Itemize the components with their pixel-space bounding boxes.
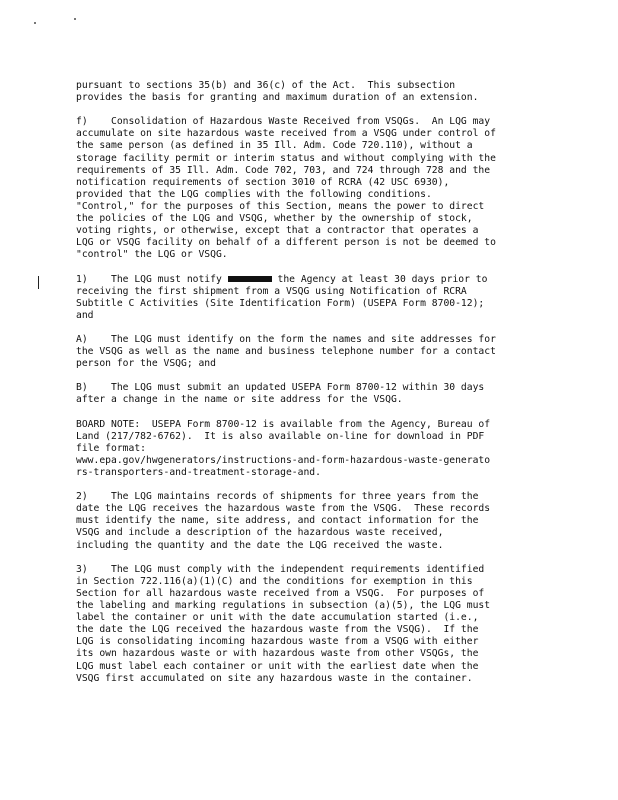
text-line: 3) The LQG must comply with the independent requirements identified [76, 563, 485, 575]
text-line: B) The LQG must submit an updated USEPA Form 8700-12 within 30 days [76, 382, 485, 394]
paragraph-gap [76, 479, 546, 491]
text-line: Land (217/782-6762). It is also available on-line for download in PDF [76, 430, 485, 442]
scan-speck [34, 22, 36, 24]
text-segment: the Agency at least 30 days prior to [271, 273, 488, 285]
text-line: the policies of the LQG and VSQG, whether by the ownership of stock, [76, 213, 473, 225]
text-line: provided that the LQG complies with the following conditions. [76, 188, 432, 200]
text-line: voting rights, or otherwise, except that a contractor that operates a [76, 225, 479, 237]
paragraph-gap [76, 104, 546, 116]
text-line: including the quantity and the date the LQG received the waste. [76, 539, 444, 551]
paragraph-gap [76, 370, 546, 382]
text-line: LQG must label each container or unit with the earliest date when the [76, 660, 479, 672]
text-line: 2) The LQG maintains records of shipments for three years from the [76, 491, 479, 503]
text-line: LQG or VSQG facility on behalf of a different person is not be deemed to [76, 237, 496, 249]
text-line: must identify the name, site address, and contact information for the [76, 515, 479, 527]
text-line: Subtitle C Activities (Site Identification Form) (USEPA Form 8700-12); [76, 297, 485, 309]
url-line: www.epa.gov/hwgenerators/instructions-and-form-hazardous-waste-generato [76, 454, 491, 466]
text-line: person for the VSQG; and [76, 358, 216, 370]
text-line: f) Consolidation of Hazardous Waste Received from VSQGs. An LQG may [76, 116, 491, 128]
paragraph-gap [76, 322, 546, 334]
text-line: label the container or unit with the date accumulation started (i.e., [76, 612, 479, 624]
text-line: the date the LQG received the hazardous waste from the VSQG). If the [76, 624, 479, 636]
text-line: pursuant to sections 35(b) and 36(c) of the Act. This subsection [76, 80, 456, 91]
text-line: after a change in the name or site address for the VSQG. [76, 394, 403, 406]
text-line: date the LQG receives the hazardous waste from the VSQG. These records [76, 503, 491, 515]
text-line [76, 274, 546, 286]
text-line: Section for all hazardous waste received from a VSQG. For purposes of [76, 587, 485, 599]
text-line: its own hazardous waste or with hazardous waste from other VSQGs, the [76, 648, 479, 660]
text-line: accumulate on site hazardous waste received from a VSQG under control of [76, 128, 496, 140]
text-line: VSQG first accumulated on site any hazardous waste in the container. [76, 672, 473, 684]
text-segment: 1) The LQG must notify [76, 273, 228, 285]
text-line: file format: [76, 442, 146, 454]
scan-speck [74, 18, 76, 20]
text-line: LQG is consolidating incoming hazardous waste from a VSQG with either [76, 636, 479, 648]
revision-change-bar [38, 276, 39, 289]
paragraph-gap [76, 407, 546, 419]
text-line: "control" the LQG or VSQG. [76, 249, 228, 261]
document-body [76, 80, 546, 685]
text-line: requirements of 35 Ill. Adm. Code 702, 703, and 724 through 728 and the [76, 164, 491, 176]
text-line: provides the basis for granting and maximum duration of an extension. [76, 92, 479, 104]
text-line: and [76, 309, 94, 321]
url-line: rs-transporters-and-treatment-storage-and. [76, 467, 321, 478]
text-line: BOARD NOTE: USEPA Form 8700-12 is available from the Agency, Bureau of [76, 418, 491, 430]
text-line: storage facility permit or interim status and without complying with the [76, 152, 496, 164]
text-line: the VSQG as well as the name and business telephone number for a contact [76, 346, 496, 358]
text-line: the same person (as defined in 35 Ill. Adm. Code 720.110), without a [76, 140, 473, 152]
text-line: "Control," for the purposes of this Section, means the power to direct [76, 200, 485, 212]
paragraph-gap [76, 552, 546, 564]
text-line: in Section 722.116(a)(1)(C) and the conditions for exemption in this [76, 575, 473, 587]
text-line: notification requirements of section 3010 of RCRA (42 USC 6930), [76, 176, 450, 188]
text-line: the labeling and marking regulations in subsection (a)(5), the LQG must [76, 600, 491, 612]
paragraph-gap [76, 261, 546, 273]
text-line: receiving the first shipment from a VSQG using Notification of RCRA [76, 285, 467, 297]
text-line: VSQG and include a description of the hazardous waste received, [76, 527, 444, 539]
text-line: A) The LQG must identify on the form the names and site addresses for [76, 333, 496, 345]
struck-text-redaction [228, 276, 272, 282]
